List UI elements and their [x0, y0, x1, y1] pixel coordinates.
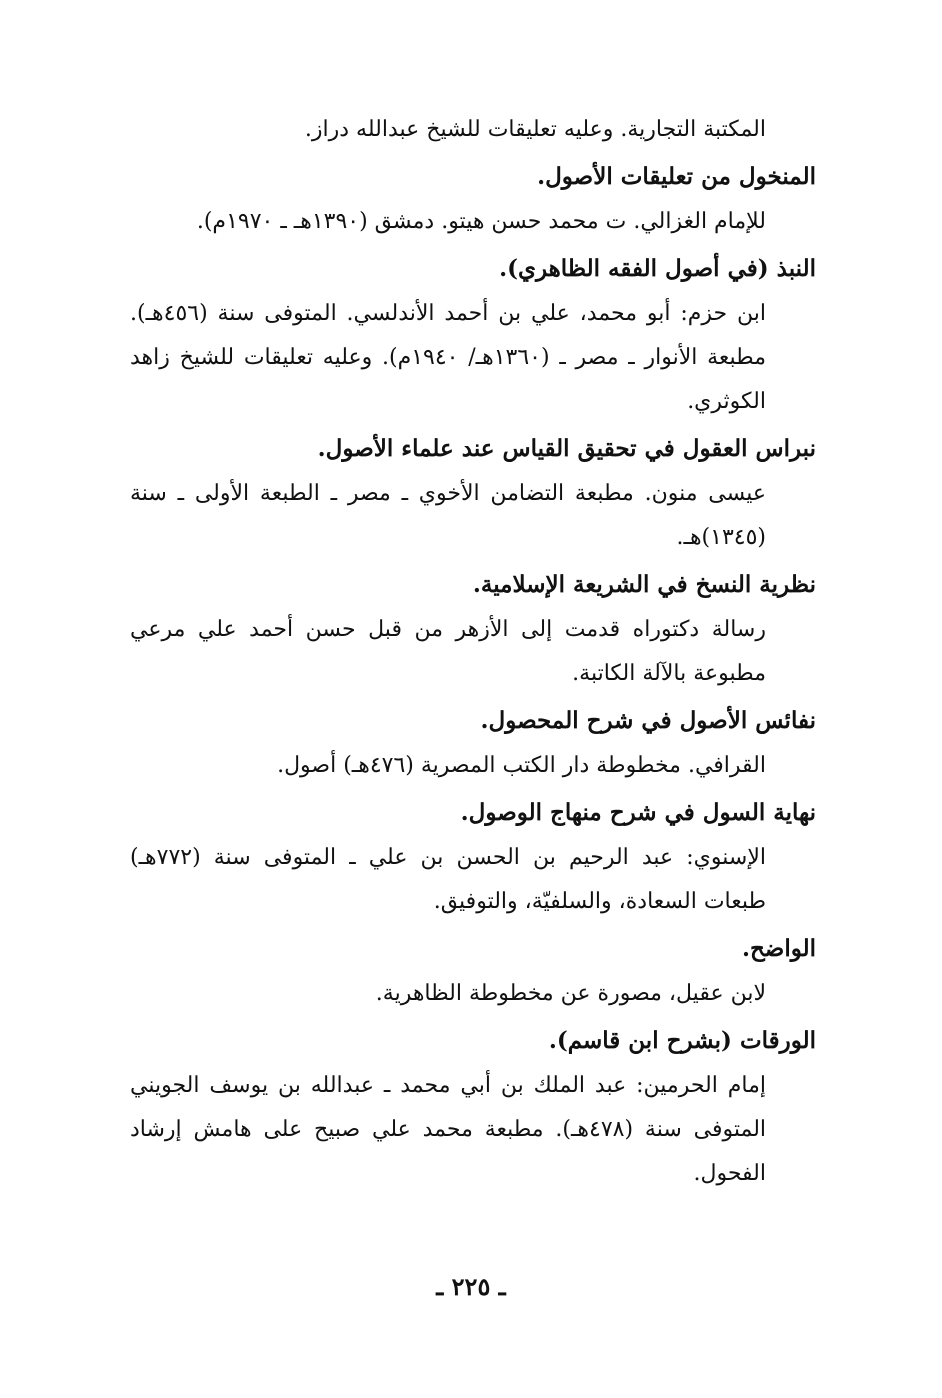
bibliography-entry	[130, 426, 816, 560]
entry-body: للإمام الغزالي. ت محمد حسن هيتو. دمشق (١٣٩٠هـ ـ ١٩٧٠م).	[196, 209, 766, 234]
bibliography-entry	[130, 154, 816, 244]
bibliography-entry	[130, 246, 816, 424]
page-number: ـ ٢٢٥ ـ	[436, 1272, 506, 1301]
entry-title: نهاية السول في شرح منهاج الوصول.	[460, 799, 816, 826]
entry-body: رسالة دكتوراه قدمت إلى الأزهر من قبل حسن أحمد علي مرعي مطبوعة بالآلة الكاتبة.	[130, 617, 766, 686]
entry-title: نظرية النسخ في الشريعة الإسلامية.	[472, 571, 816, 598]
bibliography-entry	[130, 698, 816, 788]
bibliography-entry	[130, 562, 816, 696]
bibliography-entry	[130, 926, 816, 1016]
bibliography-entry	[130, 1018, 816, 1196]
entry-body: الإسنوي: عبد الرحيم بن الحسن بن علي ـ المتوفى سنة (٧٧٢هـ) طبعات السعادة، والسلفيّة، والتوفيق.	[130, 845, 766, 914]
bibliography-page	[130, 108, 816, 1198]
entry-title: الورقات (بشرح ابن قاسم).	[548, 1027, 816, 1054]
entry-body: إمام الحرمين: عبد الملك بن أبي محمد ـ عبدالله بن يوسف الجويني المتوفى سنة (٤٧٨هـ). مطبعة محمد علي صبيح على هامش إرشاد الفحول.	[130, 1073, 767, 1186]
entry-body: ابن حزم: أبو محمد، علي بن أحمد الأندلسي. المتوفى سنة (٤٥٦هـ). مطبعة الأنوار ـ مصر ـ (١٣٦٠هـ/ ١٩٤٠م). وعليه تعليقات للشيخ زاهد الكوثري.	[130, 301, 766, 414]
opening-line: المكتبة التجارية. وعليه تعليقات للشيخ عبدالله دراز.	[304, 117, 766, 142]
entry-body: القرافي. مخطوطة دار الكتب المصرية (٤٧٦هـ) أصول.	[277, 753, 766, 778]
bibliography-entry	[130, 790, 816, 924]
entry-title: النبذ (في أصول الفقه الظاهري).	[499, 255, 816, 282]
entry-title: نفائس الأصول في شرح المحصول.	[480, 707, 816, 734]
entry-body: عيسى منون. مطبعة التضامن الأخوي ـ مصر ـ الطبعة الأولى ـ سنة (١٣٤٥)هـ.	[130, 481, 766, 550]
entry-title: نبراس العقول في تحقيق القياس عند علماء الأصول.	[317, 435, 816, 462]
entry-title: الواضح.	[741, 935, 816, 962]
entry-body: لابن عقيل، مصورة عن مخطوطة الظاهرية.	[375, 981, 766, 1006]
entry-title: المنخول من تعليقات الأصول.	[537, 163, 816, 190]
